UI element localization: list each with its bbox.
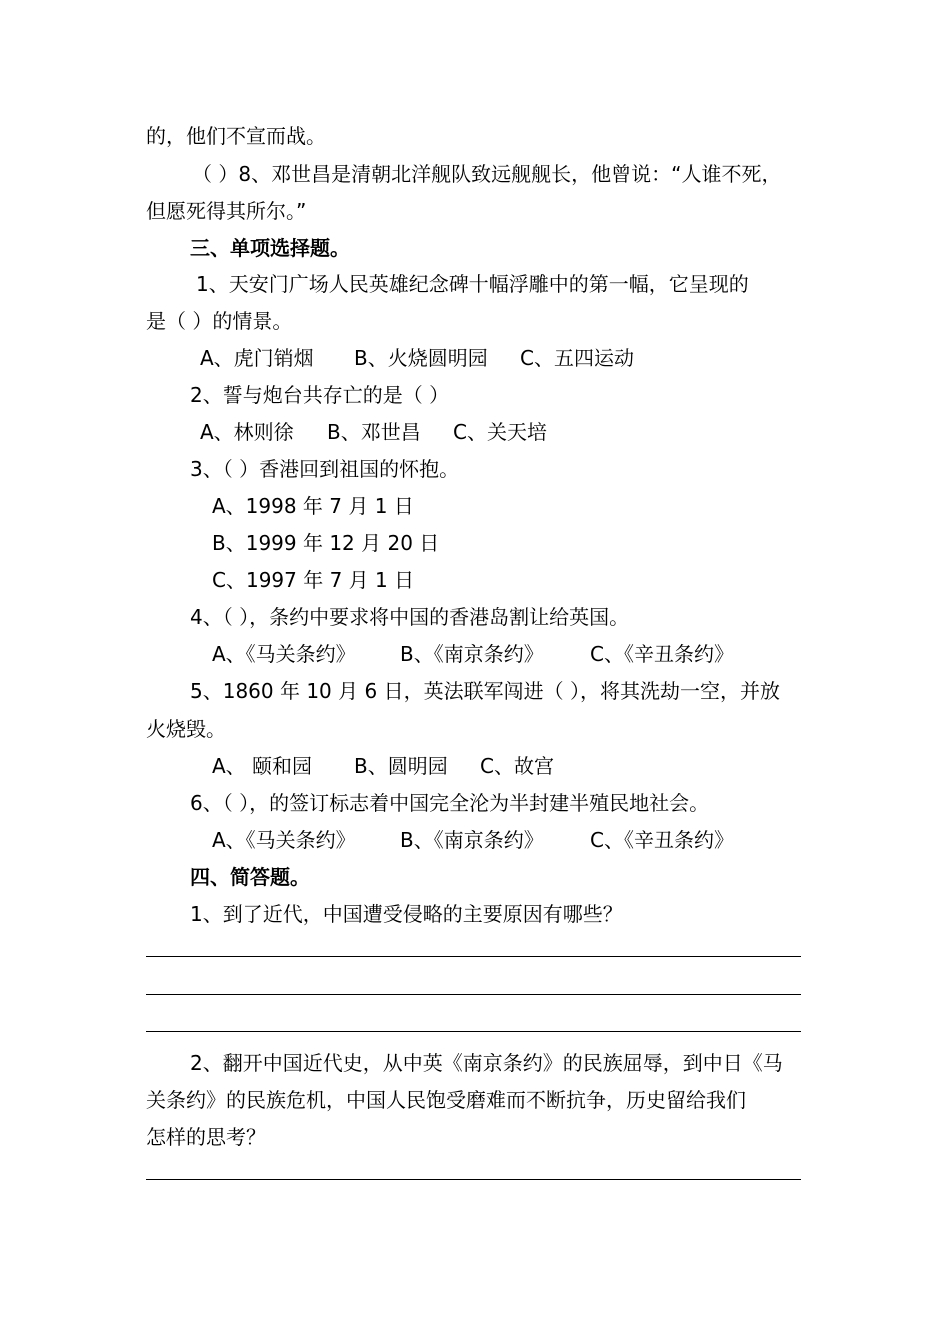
s3-q5-option-c: C、故宫 bbox=[480, 754, 554, 778]
s3-q4-option-b: B、《南京条约》 bbox=[400, 642, 544, 666]
answer-line bbox=[146, 1031, 801, 1032]
s3-q1-line1: 1、天安门广场人民英雄纪念碑十幅浮雕中的第一幅，它呈现的 bbox=[196, 272, 749, 296]
s3-q1-option-c: C、五四运动 bbox=[520, 346, 634, 370]
s3-q5-line1: 5、1860 年 10 月 6 日，英法联军闯进（ ），将其洗劫一空，并放 bbox=[190, 679, 780, 703]
s3-q2-option-a: A、林则徐 bbox=[200, 420, 294, 444]
s3-q5-line2: 火烧毁。 bbox=[146, 717, 226, 741]
section-3-title: 三、单项选择题。 bbox=[190, 236, 350, 260]
continuation-text: 的，他们不宣而战。 bbox=[146, 124, 326, 148]
s3-q6-option-b: B、《南京条约》 bbox=[400, 828, 544, 852]
s3-q1-option-b: B、火烧圆明园 bbox=[354, 346, 488, 370]
s4-q1-text: 1、到了近代，中国遭受侵略的主要原因有哪些？ bbox=[190, 902, 623, 926]
s3-q4-text: 4、（ ），条约中要求将中国的香港岛割让给英国。 bbox=[190, 605, 630, 629]
s3-q5-option-b: B、圆明园 bbox=[354, 754, 448, 778]
s4-q2-line1: 2、翻开中国近代史，从中英《南京条约》的民族屈辱，到中日《马 bbox=[190, 1051, 783, 1075]
s3-q5-options bbox=[212, 752, 554, 780]
s3-q4-option-a: A、《马关条约》 bbox=[212, 642, 356, 666]
s3-q2-option-b: B、邓世昌 bbox=[327, 420, 421, 444]
s3-q3-text: 3、（ ）香港回到祖国的怀抱。 bbox=[190, 457, 460, 481]
s3-q6-option-c: C、《辛丑条约》 bbox=[590, 828, 734, 852]
s3-q6-options bbox=[212, 826, 734, 854]
s3-q4-option-c: C、《辛丑条约》 bbox=[590, 642, 734, 666]
question-8-line2: 但愿死得其所尔。” bbox=[146, 199, 307, 223]
s3-q3-option-c: C、1997 年 7 月 1 日 bbox=[212, 568, 415, 592]
s3-q2-options bbox=[200, 418, 547, 446]
s3-q4-options bbox=[212, 640, 734, 668]
s3-q1-options bbox=[200, 344, 634, 372]
section-4-title: 四、简答题。 bbox=[190, 865, 310, 889]
s3-q1-option-a: A、虎门销烟 bbox=[200, 346, 314, 370]
s3-q1-line2: 是（ ）的情景。 bbox=[146, 309, 293, 333]
s3-q3-option-a: A、1998 年 7 月 1 日 bbox=[212, 494, 414, 518]
s3-q6-option-a: A、《马关条约》 bbox=[212, 828, 356, 852]
s3-q2-option-c: C、关天培 bbox=[453, 420, 547, 444]
s4-q2-line2: 关条约》的民族危机，中国人民饱受磨难而不断抗争，历史留给我们 bbox=[146, 1088, 746, 1112]
s3-q5-option-a: A、 颐和园 bbox=[212, 754, 313, 778]
s3-q6-text: 6、（ ），的签订标志着中国完全沦为半封建半殖民地社会。 bbox=[190, 791, 710, 815]
s3-q2-text: 2、誓与炮台共存亡的是（ ） bbox=[190, 383, 450, 407]
s3-q3-option-b: B、1999 年 12 月 20 日 bbox=[212, 531, 440, 555]
answer-line bbox=[146, 1179, 801, 1180]
answer-line bbox=[146, 956, 801, 957]
s4-q2-line3: 怎样的思考？ bbox=[146, 1125, 266, 1149]
question-8-line1: （ ）8、邓世昌是清朝北洋舰队致远舰舰长，他曾说：“人谁不死， bbox=[192, 162, 782, 186]
answer-line bbox=[146, 994, 801, 995]
